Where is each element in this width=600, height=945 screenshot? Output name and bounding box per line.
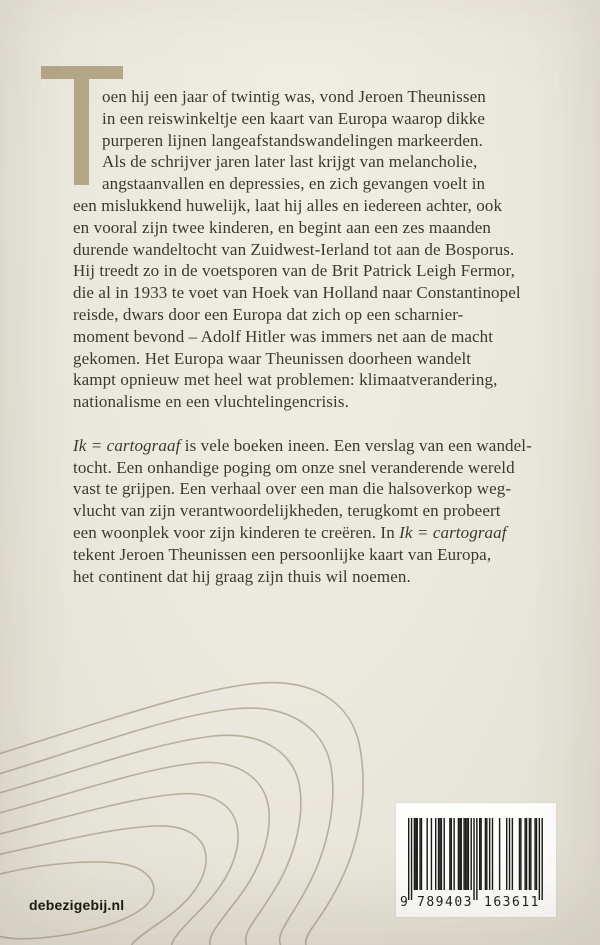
blurb-line: vast te grijpen. Een verhaal over een man die halsoverkop weg-: [73, 479, 512, 499]
isbn-number: [396, 895, 556, 913]
blurb-line: reisde, dwars door een Europa dat zich op een scharnier-: [73, 304, 464, 324]
contour-line: [0, 794, 238, 945]
blurb-line: en vooral zijn twee kinderen, en begint aan een zes maanden: [73, 217, 491, 237]
back-cover-blurb: [73, 86, 533, 587]
blurb-line: een mislukkend huwelijk, laat hij alles en iedereen achter, ook: [73, 195, 503, 215]
blurb-line: tocht. Een onhandige poging om onze snel veranderende wereld: [73, 457, 515, 477]
blurb-line: gekomen. Het Europa waar Theunissen doorheen wandelt: [73, 348, 472, 368]
contour-line: [0, 735, 301, 945]
blurb-paragraph-1: [73, 86, 533, 413]
blurb-line: moment bevond – Adolf Hitler was immers net aan de macht: [73, 326, 494, 346]
blurb-line: tekent Jeroen Theunissen een persoonlijke kaart van Europa,: [73, 544, 492, 564]
barcode-bars: [404, 818, 550, 900]
blurb-line: die al in 1933 te voet van Hoek van Holland naar Constantinopel: [73, 283, 521, 303]
blurb-line: oen hij een jaar of twintig was, vond Jeroen Theunissen: [102, 87, 486, 106]
blurb-line: nationalisme en een vluchtelingencrisis.: [73, 392, 349, 412]
blurb-line: Ik = cartograaf is vele boeken ineen. Een verslag van een wandel-: [73, 435, 532, 455]
isbn-digits-right: 163611: [484, 895, 540, 910]
blurb-line: in een reiswinkeltje een kaart van Europa waarop dikke: [102, 108, 486, 128]
contour-line: [0, 762, 269, 945]
blurb-line: vlucht van zijn verantwoordelijkheden, terugkomt en probeert: [73, 501, 501, 521]
blurb-line: kampt opnieuw met heel wat problemen: klimaatverandering,: [73, 370, 498, 390]
isbn-digits-left: 789403: [417, 895, 473, 910]
blurb-line: durende wandeltocht van Zuidwest-Ierland tot aan de Bosporus.: [73, 239, 515, 259]
isbn-barcode: [396, 803, 556, 917]
blurb-line: purperen lijnen langeafstandswandelingen markeerden.: [102, 130, 483, 150]
blurb-line: Als de schrijver jaren later last krijgt van melancholie,: [102, 152, 478, 172]
blurb-line: Hij treedt zo in de voetsporen van de Brit Patrick Leigh Fermor,: [73, 261, 515, 281]
publisher-url: debezigebij.nl: [29, 897, 125, 913]
blurb-line: angstaanvallen en depressies, en zich gevangen voelt in: [102, 174, 486, 194]
isbn-digit-first: 9: [400, 895, 408, 910]
blurb-line: het continent dat hij graag zijn thuis wil noemen.: [73, 566, 411, 586]
blurb-line: een woonplek voor zijn kinderen te creëren. In Ik = cartograaf: [73, 522, 507, 542]
blurb-paragraph-2: [73, 435, 533, 588]
